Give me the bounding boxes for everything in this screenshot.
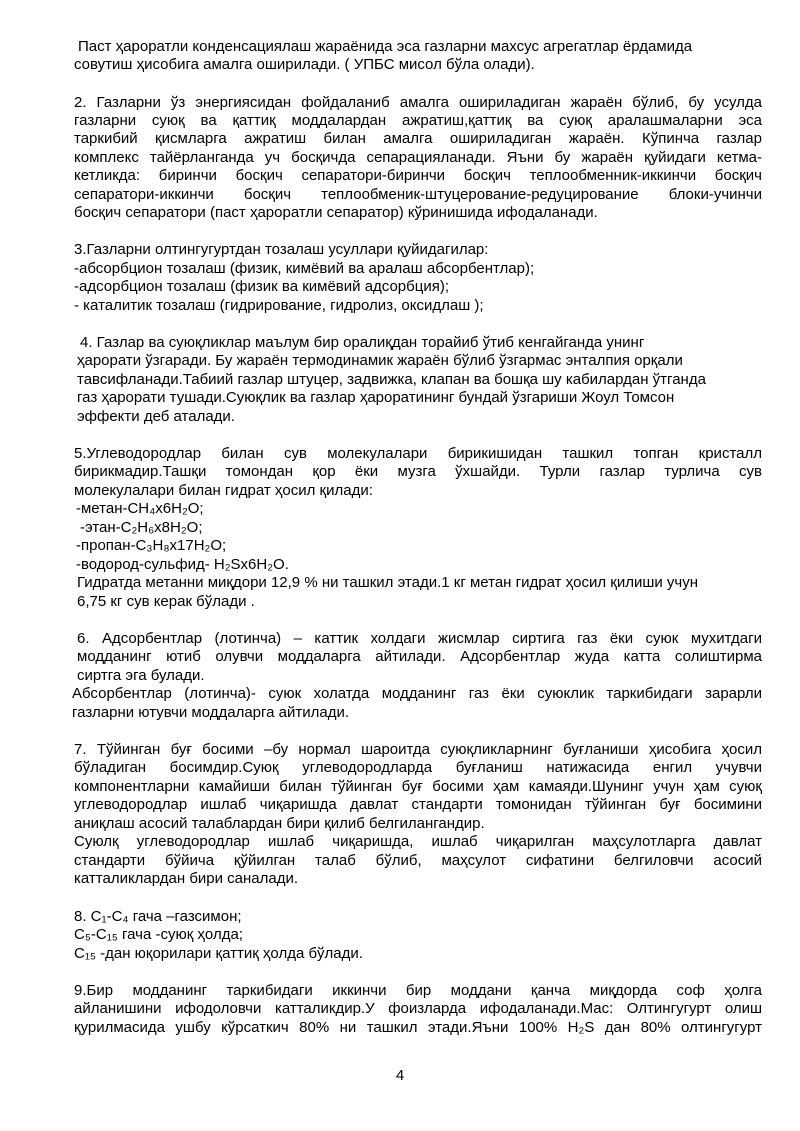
text-line: газ ҳарорати тушади.Суюқлик ва газлар ҳароратининг бундай ўзгариши Жоул Томсон (77, 389, 675, 406)
text-line: 3.Газларни олтингугуртдан тозалаш усуллари қуйидагилар: (74, 241, 489, 258)
text-line: Паст ҳароратли конденсациялаш жараёнида эса газларни махсус агрегатлар ёрдамида (78, 38, 693, 55)
text-line: модданинг ютиб олувчи моддаларга айтилади. Адсорбентлар жуда катта солиштирма (77, 648, 762, 665)
text-line: углеводородлар ишлаб чиқаришда давлат стандарти томонидан тўйинган буғ босимини (74, 796, 762, 813)
text-line: 6. Адсорбентлар (лотинча) – каттик холдаги жисмлар сиртига газ ёки суюк мухитдаги (77, 630, 762, 647)
formula-line: -пропан-C₃H₈x17H₂O; (76, 537, 227, 554)
text-line: сиртга эга булади. (77, 667, 205, 684)
text-line: 6,75 кг сув керак бўлади . (77, 593, 255, 610)
text-line: 4. Газлар ва суюқликлар маълум бир оралиқдан торайиб ўтиб кенгайганда унинг (80, 334, 645, 351)
text-line: компонентларни камайиши билан тўйинган буғ босими ҳам камаяди.Шунинг учун ҳам суюқ (74, 778, 762, 795)
text-line: 8. C₁-C₄ гача –газсимон; (74, 908, 242, 925)
text-line: Абсорбентлар (лотинча)- суюк холатда модданинг газ ёки суюклик таркибидаги зарарли (72, 685, 762, 702)
text-line: ҳарорати ўзгаради. Бу жараён термодинамик жараён бўлиб ўзгармас энталпия орқали (77, 352, 683, 369)
text-line: кетликда: биринчи босқич сепаратори-биринчи босқич теплообменник-иккинчи босқич (74, 167, 762, 184)
page-number: 4 (395, 1067, 405, 1084)
text-line: катталиклардан бири саналади. (74, 870, 299, 887)
text-line: Суюлқ углеводородлар ишлаб чиқаришда, ишлаб чиқарилган маҳсулотларга давлат (74, 833, 762, 850)
text-line: 9.Бир модданинг таркибидаги иккинчи бир моддани қанча миқдорда соф ҳолга (74, 982, 762, 999)
text-line: стандарти бўйича қўйилган талаб бўлиб, маҳсулот сифатини белгиловчи асосий (74, 852, 762, 869)
text-line: 2. Газларни ўз энергиясидан фойдаланиб амалга ошириладиган жараён бўлиб, бу усулда (74, 94, 762, 111)
text-line: қурилмасида ушбу кўрсаткич 80% ни ташкил этади.Яъни 100% H₂S дан 80% олтингугурт (74, 1019, 762, 1036)
text-line: C₁₅ -дан юқорилари қаттиқ ҳолда бўлади. (74, 945, 363, 962)
text-line: 7. Тўйинган буғ босими –бу нормал шароитда суюқликларнинг буғланиши ҳисобига ҳосил (74, 741, 762, 758)
text-line: бирикмадир.Ташқи томондан қор ёки музга ўхшайди. Турли газлар турлича сув (74, 463, 762, 480)
text-line: - каталитик тозалаш (гидрирование, гидролиз, оксидлаш ); (74, 297, 484, 314)
text-line: тавсифланади.Табиий газлар штуцер, задвижка, клапан ва бошқа шу кабилардан ўтганда (77, 371, 706, 388)
text-line: сепаратори-иккинчи босқич теплообменик-штуцерование-редуцирование блоки-учинчи (74, 186, 762, 203)
text-line: совутиш ҳисобига амалга оширилади. ( УПБС мисол бўла олади). (74, 56, 535, 73)
text-line: комплекс тайёрланганда уч босқичда сепарацияланади. Яъни бу жараён қуйидаги кетма- (74, 149, 762, 166)
formula-line: -водород-сульфид- H₂Sx6H₂O. (76, 556, 289, 573)
text-line: таркибий қисмларга ажратиш билан амалга ошириладиган жараён. Кўпинча газлар (74, 130, 762, 147)
formula-line: -метан-CH₄x6H₂O; (76, 500, 204, 517)
text-line: -адсорбцион тозалаш (физик ва кимёвий адсорбция); (74, 278, 449, 295)
text-line: молекулалари билан гидрат ҳосил қилади: (74, 482, 373, 499)
text-line: айланишини ифодоловчи катталикдир.У фоизларда ифодаланади.Мас: Олтингугурт олиш (74, 1000, 762, 1017)
text-line: -абсорбцион тозалаш (физик, кимёвий ва аралаш абсорбентлар); (74, 260, 535, 277)
text-line: Гидратда метанни миқдори 12,9 % ни ташкил этади.1 кг метан гидрат ҳосил қилиши учун (77, 574, 699, 591)
text-line: босқич сепаратори (паст ҳароратли сепаратор) кўринишида ифодаланади. (74, 204, 598, 221)
formula-line: -этан-C₂H₆x8H₂O; (80, 519, 203, 536)
text-line: 5.Углеводородлар билан сув молекулалари бирикишидан ташкил топган кристалл (74, 445, 762, 462)
text-line: газларни ютувчи моддаларга айтилади. (72, 704, 350, 721)
text-line: газларни суюқ ва қаттиқ моддалардан ажратиш,қаттиқ ва суюқ аралашмаларни эса (74, 112, 762, 129)
text-line: эффекти деб аталади. (77, 408, 235, 425)
text-line: C₅-C₁₅ гача -суюқ ҳолда; (74, 926, 243, 943)
text-line: бўладиган босимдир.Суюқ углеводородларда буғланиш натижасида енгил учувчи (74, 759, 762, 776)
text-line: аниқлаш асосий талаблардан бири қилиб белгилангандир. (74, 815, 485, 832)
